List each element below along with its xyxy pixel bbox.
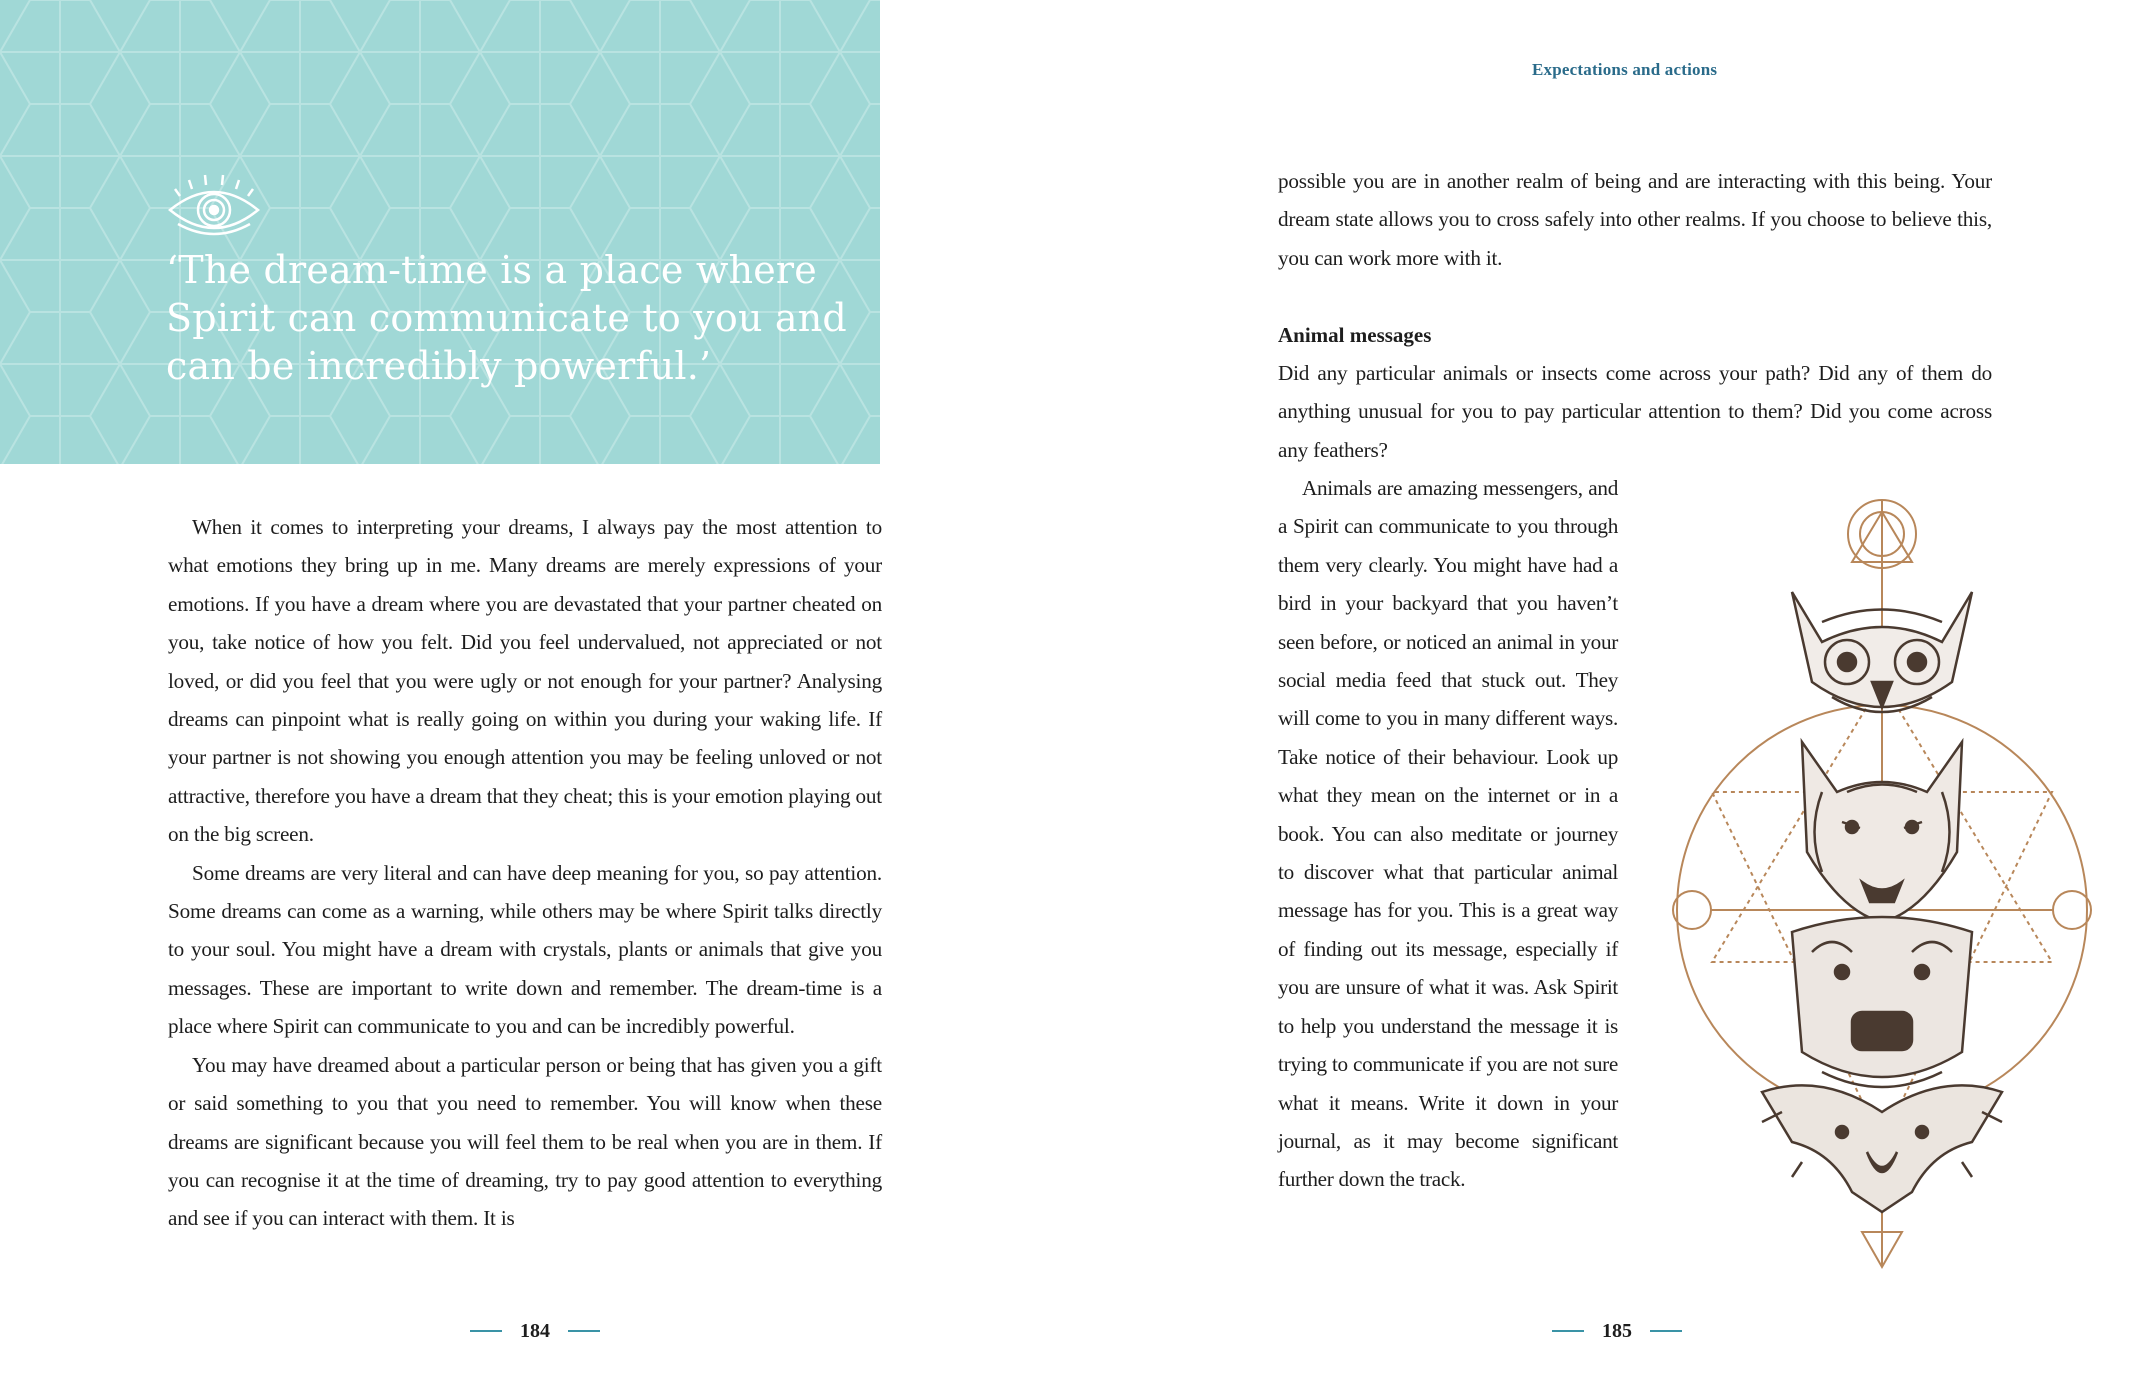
page-number: 185 (1602, 1319, 1632, 1342)
folio-rule (1650, 1330, 1682, 1332)
folio-rule (470, 1330, 502, 1332)
paragraph: Some dreams are very literal and can have deep meaning for you, so pay attention. Some dreams can come as a warning, while others may be where Spirit talks directly to your soul. You might have a dream with crystals, plants or animals that give you messages. These are important to write down and remember. The dream-time is a place where Spirit can communicate to you and can be incredibly powerful. (168, 860, 882, 1039)
page-number: 184 (520, 1319, 550, 1342)
running-head: Expectations and actions (1532, 60, 1718, 79)
folio-rule (1552, 1330, 1584, 1332)
right-continuation (1278, 162, 1992, 277)
paragraph: You may have dreamed about a particular person or being that has given you a gift or said something to you that you need to remember. You will know when these dreams are significant because you will feel them to be real when you are in them. If you can recognise it at the time of dreaming, try to pay good attention to everything and see if you can interact with them. It is (168, 1052, 882, 1231)
left-page-number (470, 1316, 600, 1346)
folio-rule (568, 1330, 600, 1332)
paragraph: Animals are amazing messengers, and a Spirit can communicate to you through them very clearly. You might have had a bird in your backyard that you haven’t seen before, or noticed an animal in your social media feed that stuck out. They will come to you in many different ways. Take notice of their behaviour. Look up what they mean on the internet or in a book. You can also meditate or journey to discover what that particular animal message has for you. This is a great way of finding out its message, especially if you are unsure of what it was. Ask Spirit to help you understand the message it is trying to communicate if you are not sure what it means. Write it down in your journal, as it may become significant further down the track. (1278, 476, 1618, 1192)
animal-totem-illustration (1672, 492, 2092, 1292)
section-heading: Animal messages (1278, 323, 1432, 347)
hexagon-pattern (0, 0, 880, 464)
right-intro (1278, 354, 1992, 469)
paragraph: When it comes to interpreting your dreams, I always pay the most attention to what emotions they bring up in me. Many dreams are merely expressions of your emotions. If you have a dream where you are devastated that your partner cheated on you, take notice of how you felt. Did you feel undervalued, not appreciated or not loved, or did you feel that you were ugly or not enough for your partner? Analysing dreams can pinpoint what is really going on within you during your waking life. If your partner is not showing you enough attention you may be feeling unloved or not attractive, therefore you have a dream that they cheat; this is your emotion playing out on the big screen. (168, 515, 882, 847)
paragraph: possible you are in another realm of being and are interacting with this being. Your dream state allows you to cross safely into other realms. If you choose to believe this, you can work more with it. (1278, 169, 1992, 270)
pull-quote: ‘The dream-time is a place where Spirit can communicate to you and can be incredibly powerful.’ (166, 248, 847, 388)
right-column-text (1278, 469, 1618, 1199)
right-page-number (1552, 1316, 1682, 1346)
paragraph: Did any particular animals or insects come across your path? Did any of them do anything unusual for you to pay particular attention to them? Did you come across any feathers? (1278, 361, 1992, 462)
left-body-text (168, 508, 882, 1238)
quote-panel (0, 0, 880, 464)
eye-icon (166, 170, 262, 244)
